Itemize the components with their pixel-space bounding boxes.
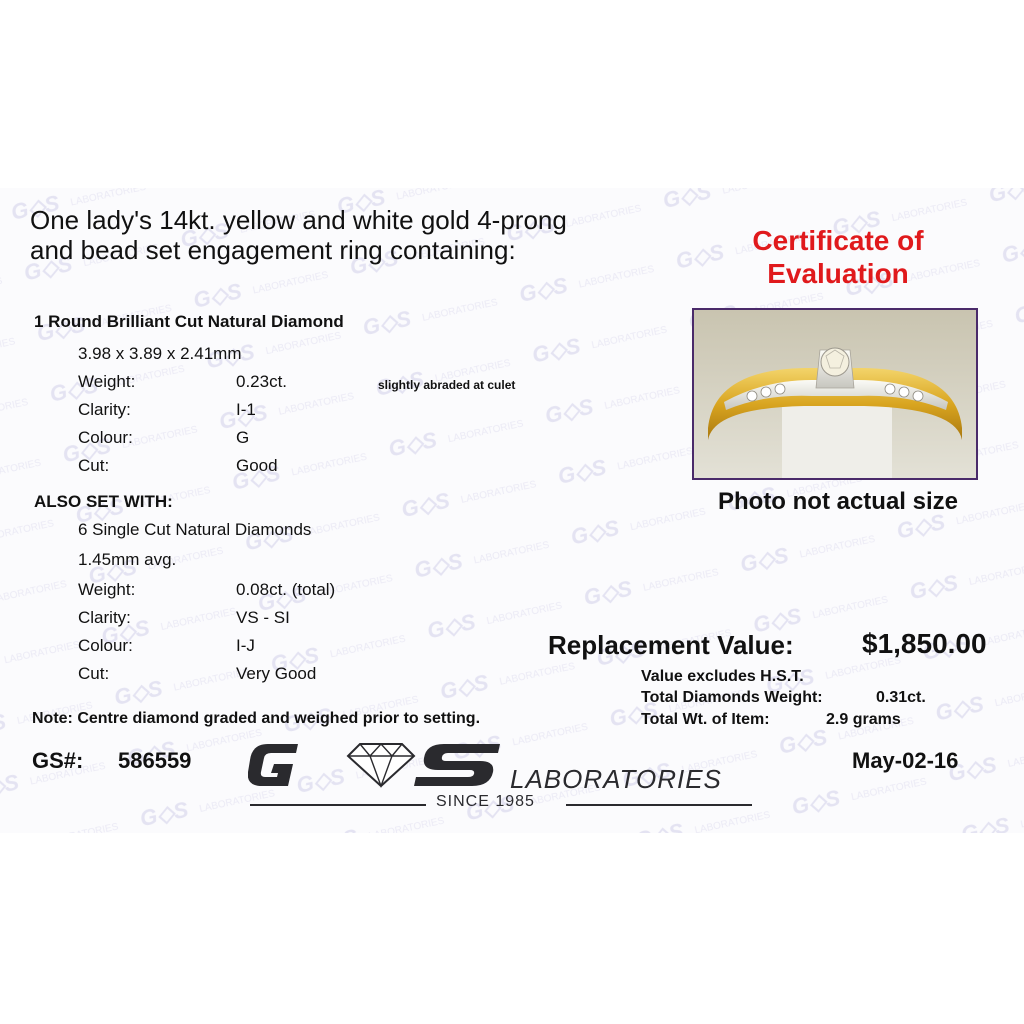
certificate-title-line2: Evaluation <box>767 258 909 289</box>
also-set-size: 1.45mm avg. <box>78 550 177 569</box>
ring-illustration <box>694 310 976 478</box>
certificate-date: May-02-16 <box>852 748 959 773</box>
side-clarity-value: VS - SI <box>236 608 290 627</box>
side-colour-value: I-J <box>236 636 255 655</box>
photo-caption: Photo not actual size <box>717 488 959 515</box>
side-clarity-label: Clarity: <box>78 608 131 627</box>
main-stone-heading: 1 Round Brilliant Cut Natural Diamond <box>34 312 344 331</box>
side-weight-value: 0.08ct. (total) <box>236 580 336 599</box>
main-stone-note: slightly abraded at culet <box>378 378 516 392</box>
diamond-icon <box>346 740 416 790</box>
main-colour-value: G <box>236 428 250 447</box>
main-clarity-value: I-1 <box>236 400 256 419</box>
replacement-value-label: Replacement Value: <box>548 630 794 660</box>
logo-since: SINCE 1985 <box>436 793 535 810</box>
also-set-heading: ALSO SET WITH: <box>34 492 173 511</box>
side-cut-value: Very Good <box>236 664 317 683</box>
tax-note: Value excludes H.S.T. <box>641 668 804 685</box>
ring-photo <box>692 308 978 480</box>
logo-laboratories: LABORATORIES <box>510 764 722 794</box>
main-weight-value: 0.23ct. <box>236 372 288 391</box>
logo-underline-left <box>250 804 426 806</box>
side-cut-label: Cut: <box>78 664 110 683</box>
total-diamonds-value: 0.31ct. <box>876 689 926 706</box>
certificate-card <box>0 188 1024 833</box>
item-description-line1: One lady's 14kt. yellow and white gold 4-prong <box>30 205 567 235</box>
main-stone-dimensions: 3.98 x 3.89 x 2.41mm <box>78 344 242 363</box>
item-description-line2: and bead set engagement ring containing: <box>30 235 516 265</box>
gs-number-value: 586559 <box>118 748 192 773</box>
also-set-stones: 6 Single Cut Natural Diamonds <box>78 520 312 539</box>
main-clarity-label: Clarity: <box>78 400 131 419</box>
side-weight-label: Weight: <box>78 580 136 599</box>
gs-number-label: GS#: <box>32 748 84 773</box>
total-item-label: Total Wt. of Item: <box>641 711 770 728</box>
grading-note: Note: Centre diamond graded and weighed prior to setting. <box>32 710 481 727</box>
replacement-value-amount: $1,850.00 <box>862 628 987 659</box>
certificate-title-line1: Certificate of <box>752 225 924 256</box>
main-colour-label: Colour: <box>78 428 133 447</box>
main-weight-label: Weight: <box>78 372 136 391</box>
logo-underline-right <box>566 804 752 806</box>
total-diamonds-label: Total Diamonds Weight: <box>641 689 823 706</box>
main-cut-label: Cut: <box>78 456 110 475</box>
total-item-value: 2.9 grams <box>826 711 901 728</box>
main-cut-value: Good <box>236 456 278 475</box>
side-colour-label: Colour: <box>78 636 133 655</box>
